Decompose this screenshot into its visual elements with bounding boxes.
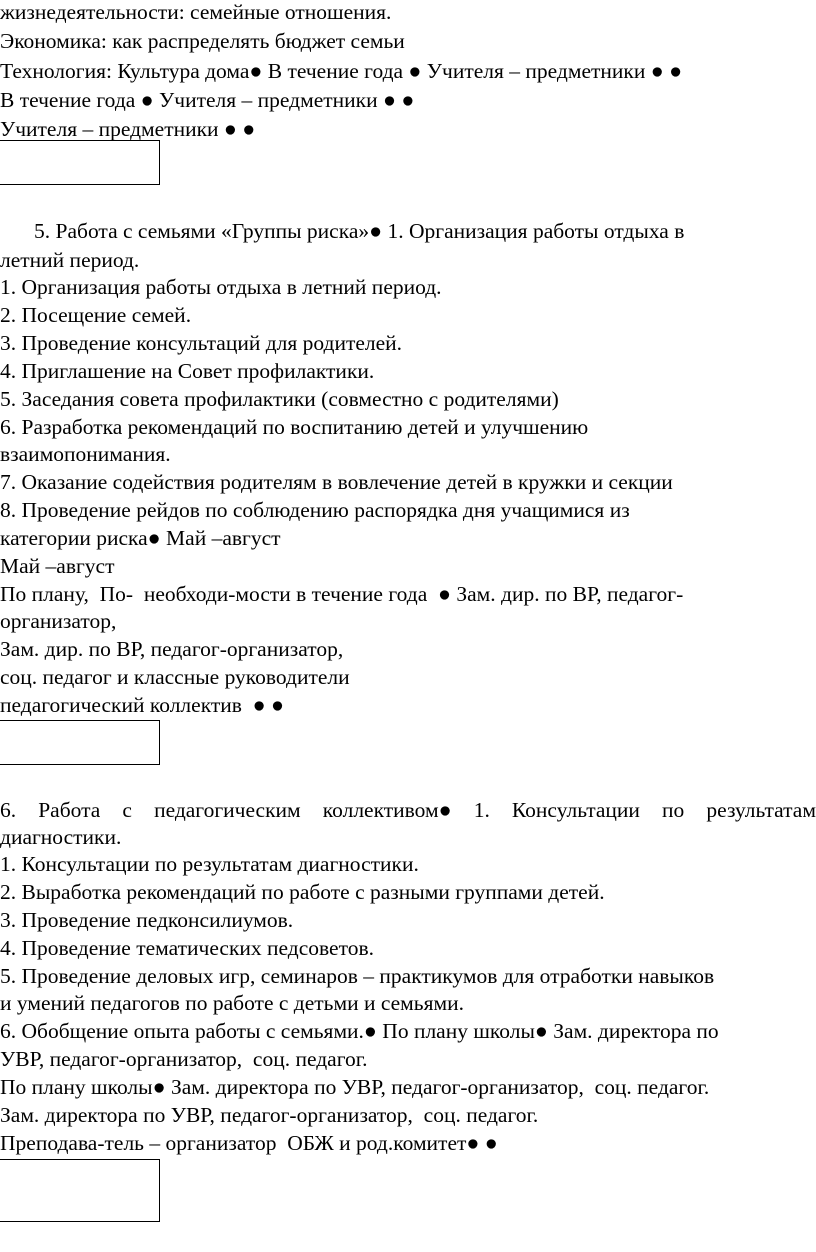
empty-table-cell xyxy=(0,1159,160,1222)
section-heading: диагностики. xyxy=(0,825,122,849)
list-item: 6. Обобщение опыта работы с семьями.● По плану школы● Зам. директора по xyxy=(0,1019,719,1043)
list-item: Май –август xyxy=(0,554,115,578)
list-item: 3. Проведение консультаций для родителей. xyxy=(0,331,403,355)
list-item: 2. Выработка рекомендаций по работе с разными группами детей. xyxy=(0,880,605,904)
list-item: педагогический коллектив ● ● xyxy=(0,693,285,717)
section-heading: 5. Работа с семьями «Группы риска»● 1. Организация работы отдыха в xyxy=(34,219,685,243)
list-item: 4. Проведение тематических педсоветов. xyxy=(0,936,374,960)
text-line: Технология: Культура дома● В течение года ● Учителя – предметники ● ● xyxy=(0,59,683,83)
list-item: 1. Консультации по результатам диагностики. xyxy=(0,852,419,876)
list-item: взаимопонимания. xyxy=(0,442,171,466)
list-item: соц. педагог и классные руководители xyxy=(0,665,350,689)
list-item: УВР, педагог-организатор, соц. педагог. xyxy=(0,1047,368,1071)
list-item: организатор, xyxy=(0,609,117,633)
list-item: Преподава-тель – организатор ОБЖ и род.комитет● ● xyxy=(0,1131,498,1155)
section-heading: летний период. xyxy=(0,248,140,272)
list-item: Зам. дир. по ВР, педагог-организатор, xyxy=(0,637,344,661)
text-line: жизнедеятельности: семейные отношения. xyxy=(0,0,392,24)
text-line: Учителя – предметники ● ● xyxy=(0,117,256,141)
list-item: 3. Проведение педконсилиумов. xyxy=(0,908,294,932)
list-item: 4. Приглашение на Совет профилактики. xyxy=(0,359,375,383)
empty-table-cell xyxy=(0,140,160,185)
list-item: По плану школы● Зам. директора по УВР, педагог-организатор, соц. педагог. xyxy=(0,1075,710,1099)
empty-table-cell xyxy=(0,720,160,765)
list-item: категории риска● Май –август xyxy=(0,526,281,550)
text-line: В течение года ● Учителя – предметники ● ● xyxy=(0,88,415,112)
list-item: 1. Организация работы отдыха в летний период. xyxy=(0,275,442,299)
list-item: 5. Проведение деловых игр, семинаров – практикумов для отработки навыков xyxy=(0,964,715,988)
list-item: Зам. директора по УВР, педагог-организатор, соц. педагог. xyxy=(0,1103,539,1127)
list-item: По плану, По- необходи-мости в течение года ● Зам. дир. по ВР, педагог- xyxy=(0,582,684,606)
list-item: 8. Проведение рейдов по соблюдению распорядка дня учащимися из xyxy=(0,498,630,522)
text-line: Экономика: как распределять бюджет семьи xyxy=(0,29,405,53)
section-heading: 6. Работа с педагогическим коллективом● 1. Консультации по результатам xyxy=(0,798,816,822)
list-item: 2. Посещение семей. xyxy=(0,303,192,327)
list-item: и умений педагогов по работе с детьми и семьями. xyxy=(0,991,464,1015)
list-item: 5. Заседания совета профилактики (совместно с родителями) xyxy=(0,387,559,411)
list-item: 7. Оказание содействия родителям в вовлечение детей в кружки и секции xyxy=(0,470,673,494)
list-item: 6. Разработка рекомендаций по воспитанию детей и улучшению xyxy=(0,415,589,439)
